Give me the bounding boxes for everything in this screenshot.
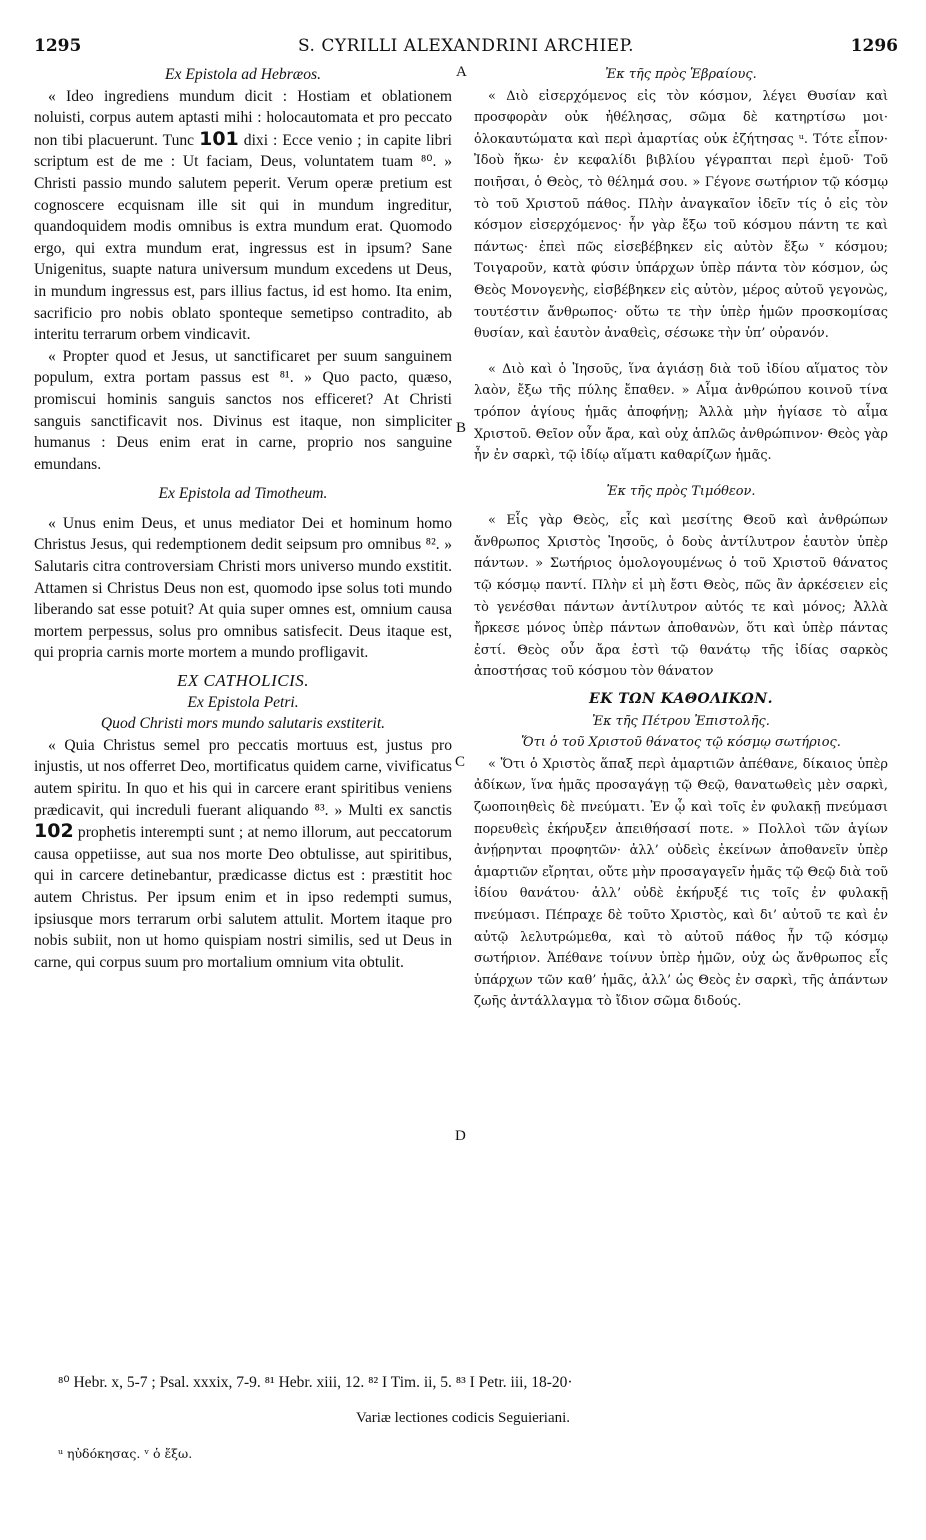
variant-readings-note: ᵘ ηὐδόκησας. ᵛ ὁ ἔξω. [58,1446,193,1461]
scripture-footnotes: ⁸⁰ Hebr. x, 5-7 ; Psal. xxxix, 7-9. ⁸¹ Hebr. xiii, 12. ⁸² I Tim. ii, 5. ⁸³ I Petr. iii, 18-20· [58,1374,573,1391]
latin-heading-hebraeos: Ex Epistola ad Hebræos. [165,66,321,83]
page-number-left: 1295 [34,36,82,56]
latin-heading-petri: Ex Epistola Petri. [187,693,299,711]
latin-heading-quod: Quod Christi mors mundo salutaris exstiterit. [100,715,386,733]
greek-column [474,64,888,1013]
latin-paragraph-petri: « Quia Christus semel pro peccatis mortuus est, justus pro injustis, ut nos offerret Deo, mortificatus quidem carne, vivificatus autem spiritu. In quo et his qui in carcere erant spiritibus veniens prædicavit, qui increduli fuerant aliquando ⁸³. » Multi ex sanctis 102 prophetis interempti sunt ; at nemo illorum, aut peccatorum causa oppetiisse, aut sua nos morte Deo obtulisse, aut spiritibus, qui in carcere detinebantur, prædicasse dictus est : præstitit hoc autem Christus. Per ipsum enim et in ipso redempti sumus, ipsiusque mors terrarum orbi salutem attulit. Mortem itaque pro nobis subiit, non ut homo quispiam nostri similis, sed ut Deus in carne, qui corpus suum pro mortalium omnium vita obtulit. [34,736,452,971]
margin-letter-b: B [456,420,467,436]
greek-paragraph-hebraeos-1: « Διὸ εἰσερχόμενος εἰς τὸν κόσμον, λέγει Θυσίαν καὶ προσφορὰν οὐκ ἠθέλησας, σῶμα δὲ κατηρτίσω μοι· ὁλοκαυτώματα καὶ περὶ ἁμαρτίας οὐκ ἐζήτησας ᵘ. Τότε εἶπον· Ἰδοὺ ἥκω· ἐν κεφαλίδι βιβλίου γέγραπται περὶ ἐμοῦ· Τοῦ ποιῆσαι, ὁ Θεὸς, τὸ θέλημά σου. » Γέγονε σωτήριον τῷ κόσμῳ τὸ τοῦ Χριστοῦ πάθος. Πλὴν ἀναγκαῖον ἰδεῖν τίς ὁ εἰς τὸν κόσμον εἰσερχόμενος· ἦν γὰρ ἔξω τοῦ κόσμου πάντη τε καὶ πάντως· ἐπεὶ πῶς εἰσεβέβηκεν εἰς αὐτὸν ἔξω ᵛ κόσμου; Τοιγαροῦν, κατὰ φύσιν ὑπάρχων ὑπὲρ πάντα τὸν κόσμον, ὡς Θεὸς Μονογενὴς, εἰσβέβηκεν εἰς αὐτὸν, μέρος αὐτοῦ γεγονὼς, τουτέστιν ἄνθρωπος· οὕτω τε τὴν ὑπὲρ ἡμῶν προσκομίσας θυσίαν, καὶ ἑαυτὸν ἀναθεὶς, σέσωκε τὴν ὑπ’ οὐρανόν. [474,88,888,342]
greek-heading-quod: Ὅτι ὁ τοῦ Χριστοῦ θάνατος τῷ κόσμῳ σωτήριος. [521,735,841,751]
running-header [34,36,898,60]
margin-letter-c: C [455,754,466,770]
greek-paragraph-hebraeos-2: « Διὸ καὶ ὁ Ἰησοῦς, ἵνα ἁγιάσῃ διὰ τοῦ ἰδίου αἵματος τὸν λαὸν, ἔξω τῆς πύλης ἔπαθεν. » Αἷμα ἀνθρώπου κοινοῦ τίνα τρόπον ἁγίους ἡμᾶς ἀποφήνῃ; Ἀλλὰ μὴν ἡγίασε τὸ αἷμα Χριστοῦ. Θεῖον οὖν ἄρα, καὶ οὐχ ἁπλῶς ἀνθρώπινον· Θεὸς γὰρ ἦν ἐν σαρκὶ, τῷ ἰδίῳ αἵματι καθαρίζων ἡμᾶς. [474,361,888,464]
margin-letter-a: A [456,64,467,80]
marginal-page-number: 101 [199,127,239,150]
running-title: S. CYRILLI ALEXANDRINI ARCHIEP. [298,36,634,56]
greek-paragraph-petri: « Ὅτι ὁ Χριστὸς ἅπαξ περὶ ἁμαρτιῶν ἀπέθανε, δίκαιος ὑπὲρ ἀδίκων, ἵνα ἡμᾶς προσαγάγῃ τῷ Θεῷ, θανατωθεὶς μὲν σαρκὶ, ζωοποιηθεὶς δὲ πνεύματι. Ἐν ᾧ καὶ τοῖς ἐν φυλακῇ πνεύμασι πορευθεὶς ἐκήρυξεν ἀπειθήσασί ποτε. » Πολλοὶ τῶν ἁγίων ἀνῄρηνται προφητῶν· ἀλλ’ οὐδεὶς ἐκείνων ἀποθανεῖν ὑπὲρ ἁμαρτιῶν εἴρηται, οὔτε μὴν προσαγαγεῖν ἡμᾶς τῷ Θεῷ διὰ τοῦ ἰδίου θανάτου· ἀλλ’ οὐδὲ ἐκήρυξέ τις τοῖς ἐν φυλακῇ πνεύμασι. Πέπραχε δὲ τοῦτο Χριστὸς, καὶ δι’ αὐτοῦ τε καὶ ἐν αὐτῷ λελυτρώμεθα, καὶ τὸ αὐτοῦ πάθος ἦν τῷ κόσμῳ σωτήριον. Ἀπέθανε τοίνυν ὑπὲρ ἡμῶν, οὐχ ὡς ἄνθρωπος εἷς ὑπάρχων τῶν καθ’ ἡμᾶς, ἀλλ’ ὡς Θεὸς ἐν σαρκὶ, τῆς ἁπάντων ζωῆς ἀντάλλαγμα τὸ ἴδιον σῶμα διδούς. [474,756,888,1010]
greek-heading-catholicis: ΕΚ ΤΩΝ ΚΑΘΟΛΙΚΩΝ. [589,691,773,708]
latin-paragraph-hebraeos-1: « Ideo ingrediens mundum dicit : Hostiam et oblationem noluisti, corpus autem aptasti mihi : holocautomata et pro peccato non tibi placuerunt. Tunc 101 dixi : Ecce venio ; in capite libri scriptum est de me : Ut faciam, Deus, voluntatem tuam ⁸⁰. » Christi passio mundo salutem peperit. Verum operæ pretium est cognoscere ecquisnam ille sit qui in mundum ingreditur, quandoquidem modis omnibus is extra mundum erat. Quomodo ergo, qui extra mundum erat, ingressus est in ipsum? Sane Unigenitus, suapte natura universum mundum excedens ut Deus, in mundum ingressus est, pars illius factus, id est homo. Ita enim, sacrificio pro nobis oblato sponteque semetipso contradito, ab interitu terrarum orbem vindicavit. [34,87,452,344]
page-number-right: 1296 [850,36,898,56]
variae-lectiones-heading: Variæ lectiones codicis Seguieriani. [355,1410,571,1426]
latin-paragraph-hebraeos-2: « Propter quod et Jesus, ut sanctificaret per suum sanguinem populum, extra portam passus est ⁸¹. » Quo pacto, quæso, promiscui hominis sanguis sanctos nos efficeret? At Christi sanguis sanctificavit nos. Divinus est itaque, non simpliciter humanus : Deus enim erat in carne, proprio nos sanguine emundans. [34,347,452,473]
margin-letter-d: D [455,1128,466,1144]
marginal-page-number-2: 102 [34,820,74,843]
latin-column [34,64,452,973]
latin-heading-catholicis: EX CATHOLICIS. [177,671,309,691]
greek-heading-hebraeos: Ἐκ τῆς πρὸς Ἑβραίους. [605,67,757,82]
latin-heading-timotheum: Ex Epistola ad Timotheum. [158,485,328,503]
greek-heading-petri: Ἐκ τῆς Πέτρου Ἐπιστολῆς. [592,713,770,729]
greek-paragraph-timotheum: « Εἷς γὰρ Θεὸς, εἷς καὶ μεσίτης Θεοῦ καὶ ἀνθρώπων ἄνθρωπος Χριστὸς Ἰησοῦς, ὁ δοὺς ἀντίλυτρον ἑαυτὸν ὑπὲρ πάντων. » Σωτήριος ὁμολογουμένως ὁ τοῦ Χριστοῦ θάνατος τῷ κόσμῳ παντί. Πλὴν εἰ μὴ ἔστι Θεὸς, πῶς ἂν ἀρκέσειεν εἰς τὸ γενέσθαι πάντων ἀντίλυτρον αὐτός τε καὶ μόνος; Ἀλλὰ ἤρκεσε μόνος ὑπὲρ πάντων ἀποθανὼν, ὅτι καὶ ὑπὲρ πάντας ἐστί. Θεὸς οὖν ἄρα ἐστὶ τῷ θανάτῳ τῆς ἰδίας σαρκὸς ἀποστήσας τοῦ κόσμου τὸν θάνατον [474,513,888,680]
greek-heading-timotheum: Ἐκ τῆς πρὸς Τιμόθεον. [606,483,756,499]
latin-paragraph-timotheum: « Unus enim Deus, et unus mediator Dei et hominum homo Christus Jesus, qui redemptionem dedit seipsum pro omnibus ⁸². » Salutaris citra controversiam Christi mors universo mundo exstitit. Attamen si Christus Deus non est, quomodo ipse solus toti mundo liberando sat esse potuit? At quia super omnes est, omnium causa mortem perpessus, solus pro omnibus satisfecit. Deus itaque est, qui propria carnis morte mortem a mundo profligavit. [34,514,452,662]
